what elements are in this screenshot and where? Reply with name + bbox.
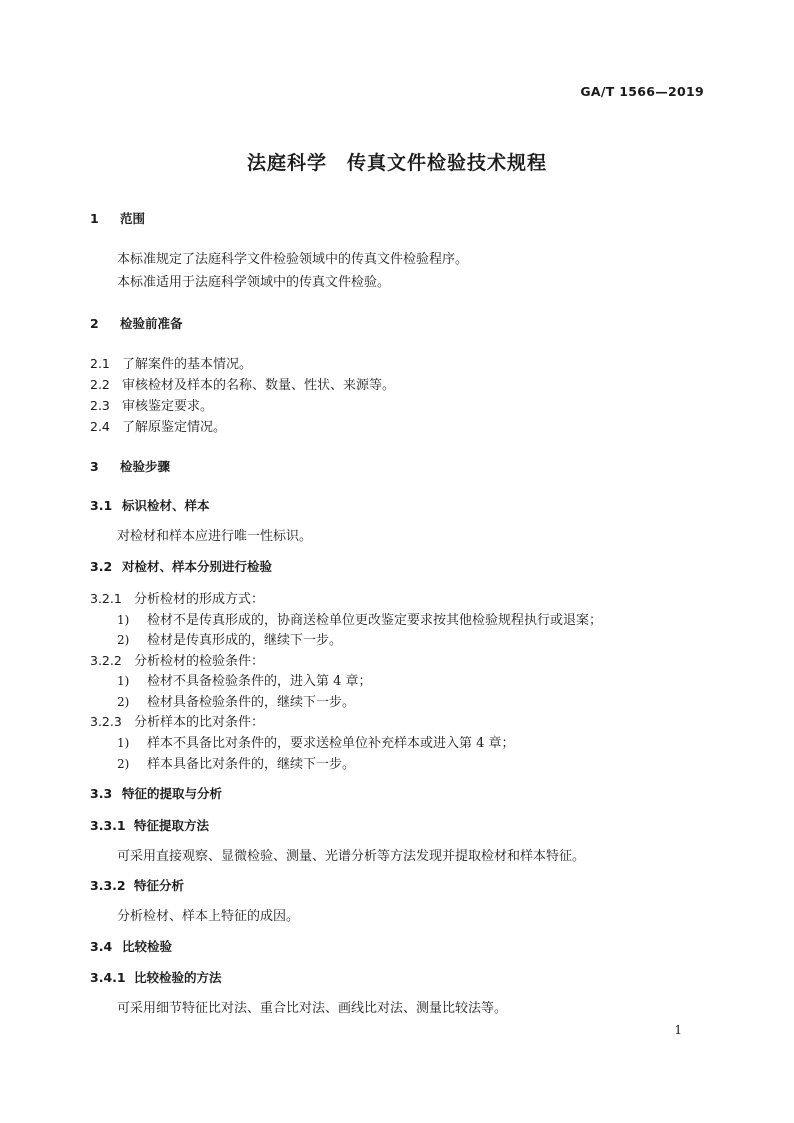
section-2-heading bbox=[90, 318, 183, 331]
clause-number: 3.2.3 bbox=[90, 714, 122, 729]
item-text: 样本具备比对条件的，继续下一步。 bbox=[147, 757, 356, 772]
list-item bbox=[117, 696, 355, 709]
subsection-3-3-heading bbox=[90, 788, 222, 801]
section-title: 检验前准备 bbox=[120, 316, 183, 331]
clause-text: 分析检材的检验条件： bbox=[134, 654, 265, 669]
list-item bbox=[117, 614, 602, 627]
subsection-3-4-1-heading bbox=[90, 972, 222, 985]
list-item bbox=[117, 634, 342, 647]
paragraph: 可采用直接观察、显微检验、测量、光谱分析等方法发现并提取检材和样本特征。 bbox=[117, 849, 586, 864]
section-number: 1 bbox=[90, 211, 99, 226]
paragraph: 对检材和样本应进行唯一性标识。 bbox=[117, 529, 313, 544]
clause-2-2 bbox=[90, 379, 395, 392]
section-number: 3.3.2 bbox=[90, 878, 126, 893]
clause-number: 2.2 bbox=[90, 377, 110, 392]
item-number: 1) bbox=[117, 736, 130, 750]
paragraph: 本标准规定了法庭科学文件检验领域中的传真文件检验程序。 bbox=[117, 252, 469, 267]
section-number: 2 bbox=[90, 316, 99, 331]
section-number: 3 bbox=[90, 459, 99, 474]
clause-3-2-1 bbox=[90, 593, 264, 606]
clause-text: 了解案件的基本情况。 bbox=[122, 357, 253, 372]
clause-number: 3.2.1 bbox=[90, 591, 122, 606]
document-title: 法庭科学 传真文件检验技术规程 bbox=[246, 152, 547, 174]
page-number: 1 bbox=[674, 1023, 682, 1037]
clause-text: 分析样本的比对条件： bbox=[134, 715, 265, 730]
section-title: 检验步骤 bbox=[120, 459, 171, 474]
clause-2-3 bbox=[90, 400, 213, 413]
section-number: 3.3 bbox=[90, 786, 113, 801]
section-number: 3.4 bbox=[90, 939, 113, 954]
clause-text: 审核鉴定要求。 bbox=[122, 399, 214, 414]
section-number: 3.4.1 bbox=[90, 970, 126, 985]
item-number: 2) bbox=[117, 633, 130, 647]
section-title: 比较检验 bbox=[122, 939, 173, 954]
section-1-heading bbox=[90, 213, 145, 226]
item-number: 2) bbox=[117, 695, 130, 709]
clause-text: 审核检材及样本的名称、数量、性状、来源等。 bbox=[122, 378, 396, 393]
section-title: 特征提取方法 bbox=[134, 818, 210, 833]
section-title: 特征的提取与分析 bbox=[122, 786, 223, 801]
subsection-3-4-heading bbox=[90, 941, 172, 954]
paragraph: 分析检材、样本上特征的成因。 bbox=[117, 909, 300, 924]
subsection-3-3-2-heading bbox=[90, 880, 184, 893]
section-number: 3.2 bbox=[90, 559, 113, 574]
clause-number: 2.4 bbox=[90, 419, 110, 434]
clause-text: 了解原鉴定情况。 bbox=[122, 420, 227, 435]
section-title: 范围 bbox=[120, 211, 146, 226]
item-text: 检材不具备检验条件的，进入第 4 章； bbox=[147, 674, 372, 689]
item-number: 1) bbox=[117, 674, 130, 688]
clause-number: 3.2.2 bbox=[90, 653, 122, 668]
clause-2-1 bbox=[90, 358, 252, 371]
item-number: 2) bbox=[117, 757, 130, 771]
section-title: 比较检验的方法 bbox=[134, 970, 222, 985]
section-number: 3.1 bbox=[90, 498, 113, 513]
item-text: 检材具备检验条件的，继续下一步。 bbox=[147, 695, 356, 710]
clause-3-2-3 bbox=[90, 716, 264, 729]
item-text: 检材不是传真形成的，协商送检单位更改鉴定要求按其他检验规程执行或退案； bbox=[147, 613, 603, 628]
clause-number: 2.1 bbox=[90, 356, 110, 371]
clause-text: 分析检材的形成方式： bbox=[134, 592, 265, 607]
section-3-heading bbox=[90, 461, 170, 474]
list-item bbox=[117, 737, 515, 750]
item-text: 样本不具备比对条件的，要求送检单位补充样本或进入第 4 章； bbox=[147, 736, 515, 751]
subsection-3-2-heading bbox=[90, 561, 272, 574]
paragraph: 本标准适用于法庭科学领域中的传真文件检验。 bbox=[117, 275, 391, 290]
section-title: 对检材、样本分别进行检验 bbox=[122, 559, 273, 574]
subsection-3-1-heading bbox=[90, 500, 210, 513]
item-text: 检材是传真形成的，继续下一步。 bbox=[147, 633, 343, 648]
subsection-3-3-1-heading bbox=[90, 820, 209, 833]
clause-3-2-2 bbox=[90, 655, 264, 668]
section-title: 特征分析 bbox=[134, 878, 185, 893]
paragraph: 可采用细节特征比对法、重合比对法、画线比对法、测量比较法等。 bbox=[117, 1001, 508, 1016]
section-title: 标识检材、样本 bbox=[122, 498, 210, 513]
clause-number: 2.3 bbox=[90, 398, 110, 413]
standard-code: GA/T 1566—2019 bbox=[580, 84, 704, 99]
clause-2-4 bbox=[90, 421, 226, 434]
list-item bbox=[117, 675, 372, 688]
item-number: 1) bbox=[117, 613, 130, 627]
list-item bbox=[117, 758, 355, 771]
section-number: 3.3.1 bbox=[90, 818, 126, 833]
